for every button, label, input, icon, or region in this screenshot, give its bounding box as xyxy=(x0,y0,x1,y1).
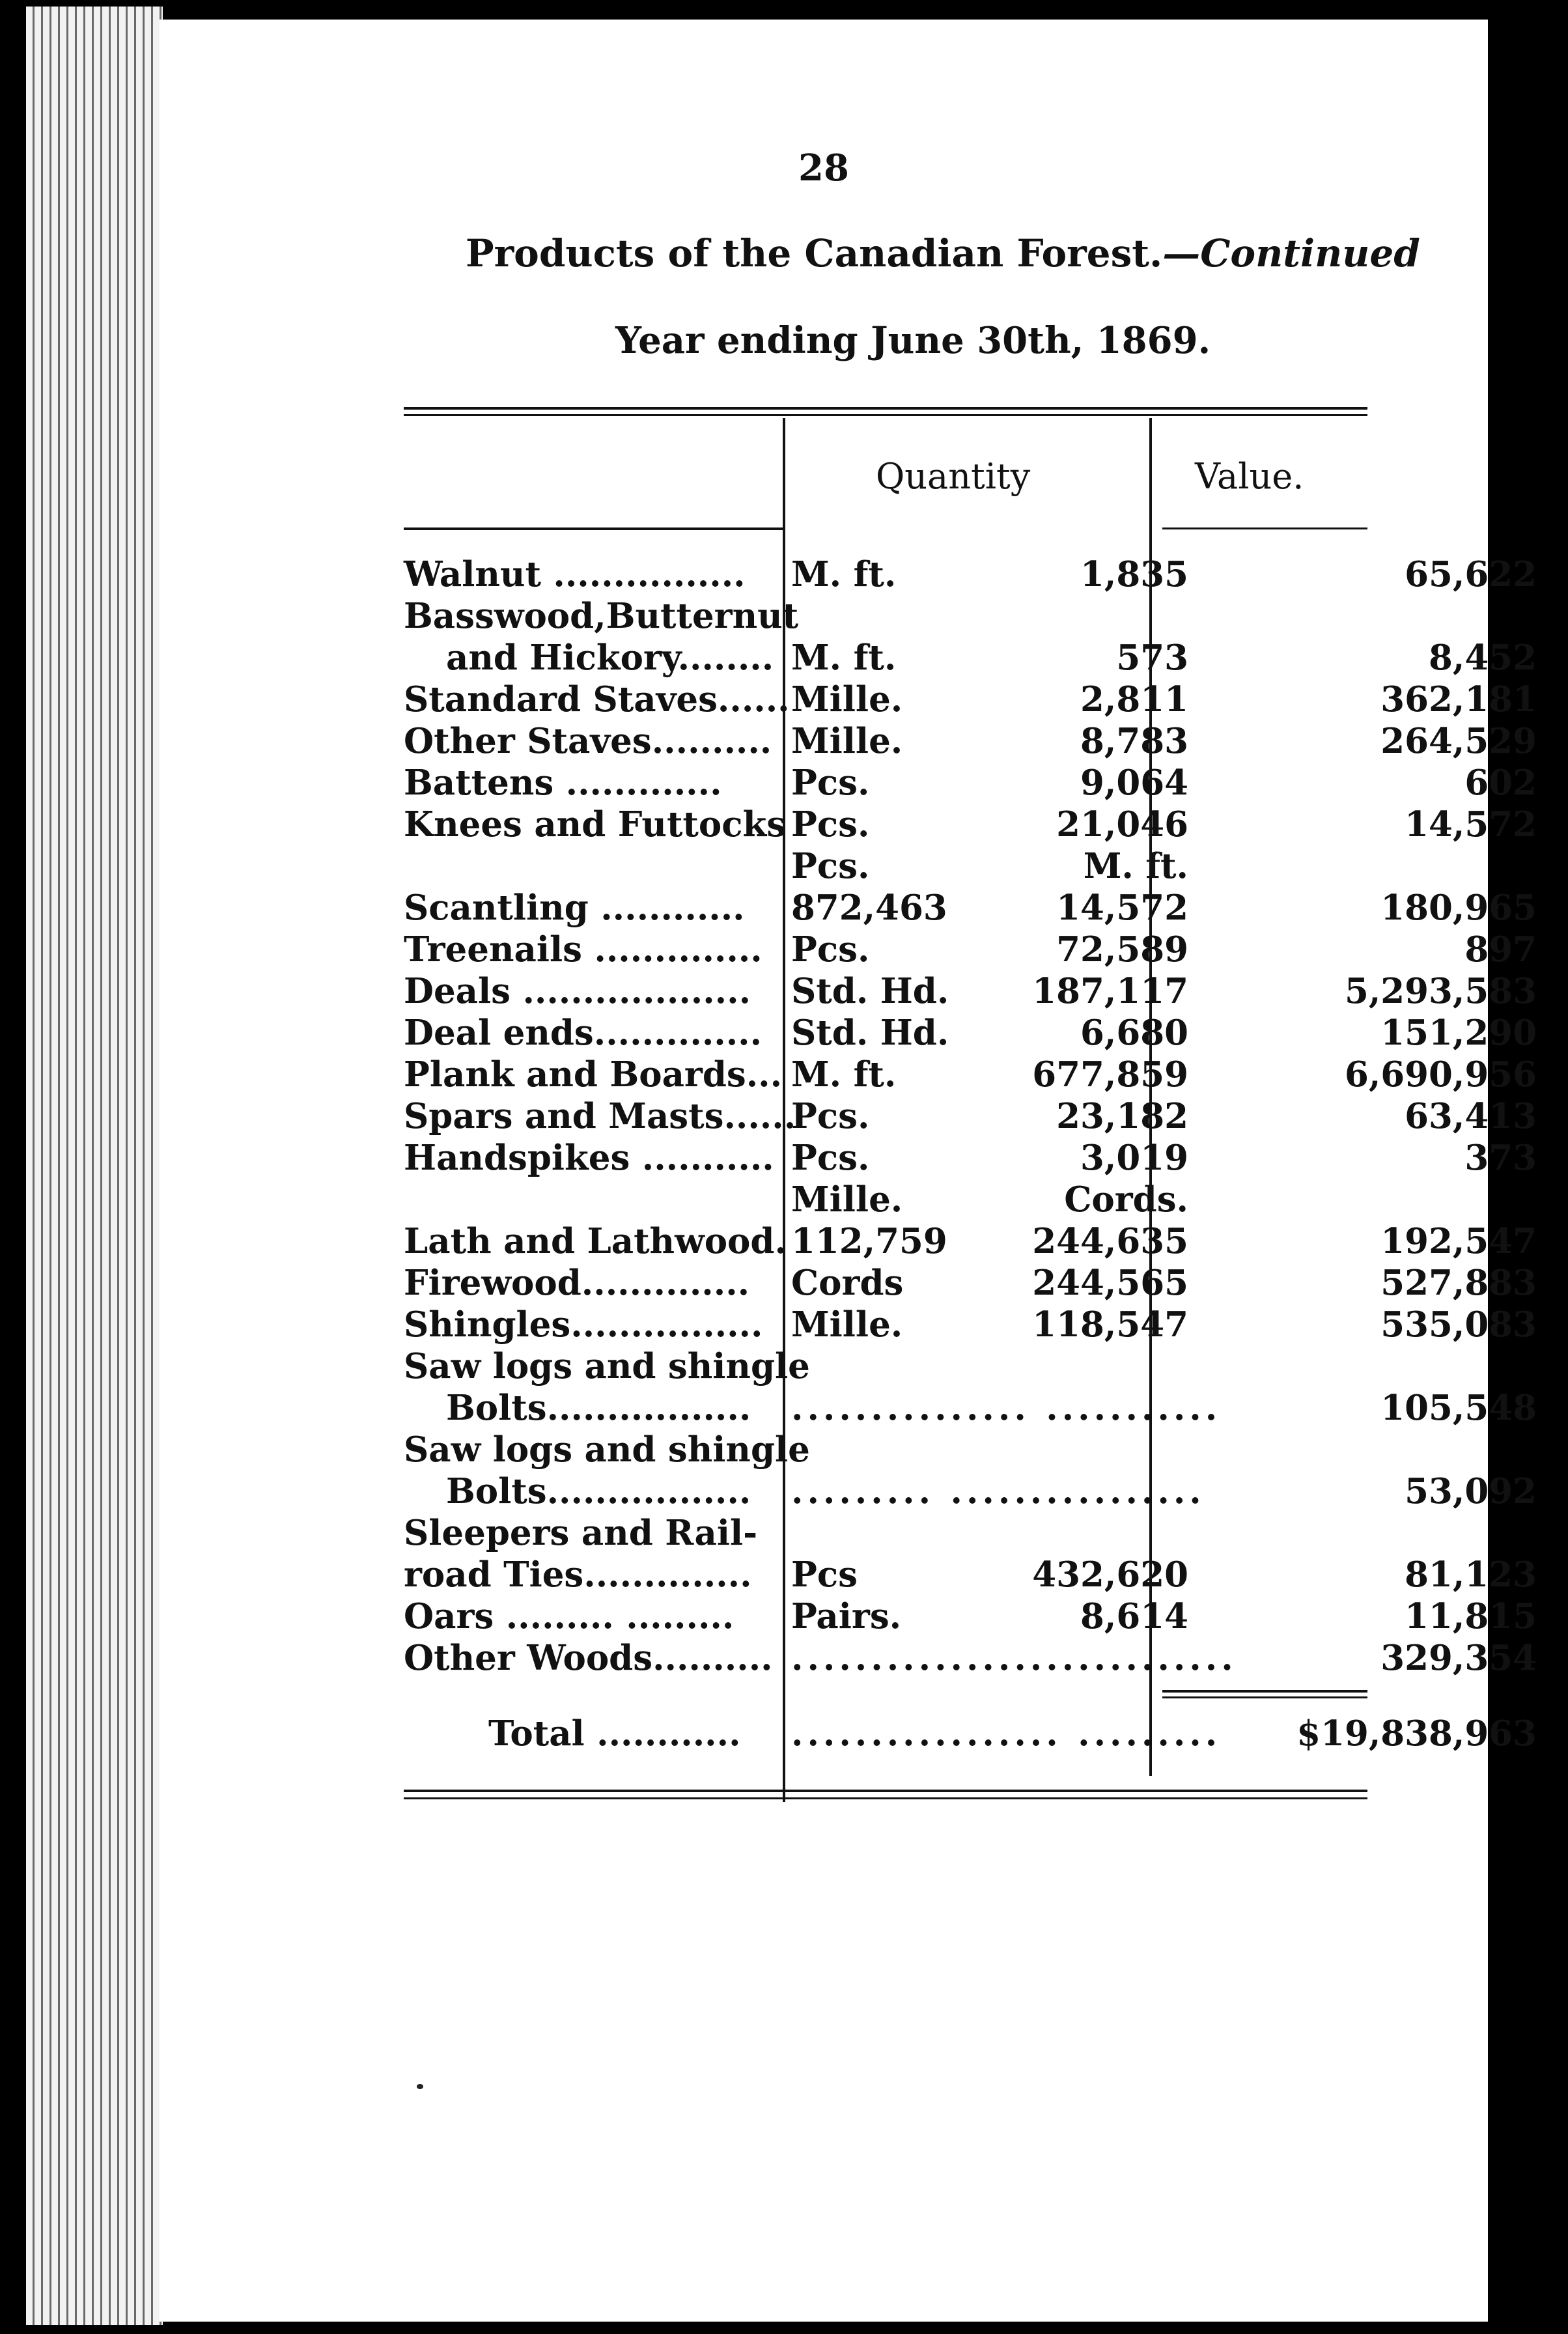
table-row xyxy=(404,554,1537,595)
header-rule xyxy=(404,527,783,530)
row-value: 8,452 xyxy=(1429,638,1537,678)
row-label: Bolts................. xyxy=(446,1388,751,1428)
row-value: 14,572 xyxy=(1405,804,1537,845)
table-row xyxy=(404,679,1537,720)
row-unit: Pcs. xyxy=(791,804,870,845)
table-row xyxy=(404,762,1537,804)
row-label: Lath and Lathwood. xyxy=(404,1221,787,1261)
total-label: Total ............ xyxy=(488,1713,741,1754)
row-quantity: Cords. xyxy=(1064,1179,1188,1220)
row-value: 897 xyxy=(1464,929,1537,970)
row-label: road Ties.............. xyxy=(404,1554,752,1595)
row-quantity: 23,182 xyxy=(1056,1096,1188,1136)
row-label: Sleepers and Rail- xyxy=(404,1513,758,1553)
table-row xyxy=(404,1054,1537,1095)
row-unit: Pcs. xyxy=(791,1138,870,1178)
page-title xyxy=(466,231,1420,275)
table-row xyxy=(404,1095,1537,1137)
row-value: 105,548 xyxy=(1380,1388,1537,1428)
top-rule-2 xyxy=(404,414,1367,416)
row-value: 264,529 xyxy=(1380,721,1537,761)
row-quantity: 677,859 xyxy=(1032,1054,1188,1095)
table-row xyxy=(404,1262,1537,1304)
title-continued: —Continued xyxy=(1162,231,1420,275)
table-row xyxy=(404,887,1537,929)
table-row xyxy=(404,1596,1537,1637)
row-unit: Pcs. xyxy=(791,929,870,970)
row-leader-dots: ......... ................ xyxy=(791,1471,1205,1511)
table-row xyxy=(404,1137,1537,1179)
row-unit: Pcs. xyxy=(791,846,870,886)
table-row xyxy=(404,929,1537,970)
row-label: Saw logs and shingle xyxy=(404,1429,810,1470)
row-label: Deal ends.............. xyxy=(404,1013,763,1053)
row-label: Spars and Masts...... xyxy=(404,1096,796,1136)
row-quantity: 8,783 xyxy=(1080,721,1188,761)
row-value: 527,883 xyxy=(1380,1263,1537,1303)
table-row xyxy=(404,1179,1537,1220)
row-quantity: 21,046 xyxy=(1056,804,1188,845)
table-row xyxy=(404,1470,1537,1512)
row-label: Firewood.............. xyxy=(404,1263,750,1303)
row-label: Scantling ............ xyxy=(404,888,745,928)
row-unit: M. ft. xyxy=(791,554,897,595)
total-leader-dots: ................. ......... xyxy=(791,1713,1222,1754)
row-unit: Mille. xyxy=(791,1304,903,1345)
row-value: 362,181 xyxy=(1380,679,1537,720)
table-row xyxy=(404,1220,1537,1262)
row-unit: Pcs. xyxy=(791,1096,870,1136)
row-unit: M. ft. xyxy=(791,638,897,678)
row-unit: Std. Hd. xyxy=(791,971,949,1011)
row-quantity: 573 xyxy=(1116,638,1188,678)
row-label: Oars ......... ......... xyxy=(404,1596,735,1637)
total-value: $19,838,963 xyxy=(1296,1713,1537,1754)
total-rule xyxy=(1162,1690,1367,1693)
row-quantity: 118,547 xyxy=(1032,1304,1188,1345)
bottom-rule-2 xyxy=(404,1797,1367,1799)
page-subtitle: Year ending June 30th, 1869. xyxy=(615,319,1211,362)
row-value: 329,354 xyxy=(1380,1638,1537,1678)
row-quantity: 72,589 xyxy=(1056,929,1188,970)
row-unit: Pcs. xyxy=(791,763,870,803)
table-row xyxy=(404,845,1537,887)
row-label: Other Staves.......... xyxy=(404,721,772,761)
table-row xyxy=(404,804,1537,845)
row-unit: Pcs xyxy=(791,1554,858,1595)
row-value: 11,815 xyxy=(1405,1596,1537,1637)
row-unit: Std. Hd. xyxy=(791,1013,949,1053)
page-number: 28 xyxy=(798,147,849,190)
row-quantity: 6,680 xyxy=(1080,1013,1188,1053)
row-unit: 872,463 xyxy=(791,888,947,928)
row-unit: Mille. xyxy=(791,1179,903,1220)
table-row xyxy=(404,1554,1537,1596)
row-value: 63,413 xyxy=(1405,1096,1537,1136)
row-quantity: 432,620 xyxy=(1032,1554,1188,1595)
row-quantity: 244,565 xyxy=(1032,1263,1188,1303)
row-quantity: 187,117 xyxy=(1032,971,1188,1011)
table-row xyxy=(404,1345,1537,1387)
row-label: Knees and Futtocks xyxy=(404,804,787,845)
table-row xyxy=(404,1512,1537,1554)
row-label: Plank and Boards... xyxy=(404,1054,783,1095)
row-quantity: 3,019 xyxy=(1080,1138,1188,1178)
table-row xyxy=(404,1304,1537,1345)
row-value: 65,622 xyxy=(1405,554,1537,595)
total-row xyxy=(404,1713,1537,1754)
table-row xyxy=(404,637,1537,679)
header-rule-2 xyxy=(1162,527,1367,529)
row-value: 535,083 xyxy=(1380,1304,1537,1345)
row-unit: 112,759 xyxy=(791,1221,947,1261)
table-row xyxy=(404,1387,1537,1429)
book-page-edges xyxy=(26,7,163,2325)
row-label: Battens ............. xyxy=(404,763,722,803)
row-value: 180,965 xyxy=(1380,888,1537,928)
row-label: Basswood,Butternut xyxy=(404,596,799,636)
row-unit: Mille. xyxy=(791,721,903,761)
top-rule xyxy=(404,407,1367,410)
row-label: Shingles................ xyxy=(404,1304,763,1345)
row-label: Standard Staves...... xyxy=(404,679,790,720)
book-page xyxy=(160,20,1537,2322)
table-row xyxy=(404,720,1537,762)
row-label: Other Woods.......... xyxy=(404,1638,773,1678)
row-value: 5,293,583 xyxy=(1344,971,1537,1011)
row-quantity: 2,811 xyxy=(1080,679,1188,720)
row-value: 602 xyxy=(1464,763,1537,803)
ink-speck xyxy=(417,2084,423,2089)
row-quantity: 1,835 xyxy=(1080,554,1188,595)
table-row xyxy=(404,595,1537,637)
row-label: Handspikes ........... xyxy=(404,1138,774,1178)
row-quantity: M. ft. xyxy=(1083,846,1188,886)
row-value: 151,290 xyxy=(1380,1013,1537,1053)
row-label: Deals ................... xyxy=(404,971,751,1011)
header-value: Value. xyxy=(1195,456,1304,497)
row-leader-dots: ............... ........... xyxy=(791,1388,1222,1428)
row-quantity: 14,572 xyxy=(1056,888,1188,928)
row-value: 81,123 xyxy=(1405,1554,1537,1595)
row-label: Bolts................. xyxy=(446,1471,751,1511)
row-unit: Mille. xyxy=(791,679,903,720)
row-unit: M. ft. xyxy=(791,1054,897,1095)
row-value: 373 xyxy=(1464,1138,1537,1178)
row-quantity: 244,635 xyxy=(1032,1221,1188,1261)
row-label: Saw logs and shingle xyxy=(404,1346,810,1386)
table-row xyxy=(404,970,1537,1012)
row-quantity: 9,064 xyxy=(1080,763,1188,803)
total-rule-2 xyxy=(1162,1696,1367,1698)
row-label: and Hickory........ xyxy=(446,638,774,678)
title-text: Products of the Canadian Forest. xyxy=(466,231,1163,275)
row-value: 6,690,956 xyxy=(1344,1054,1537,1095)
bottom-rule xyxy=(404,1790,1367,1792)
table-row xyxy=(404,1429,1537,1470)
row-unit: Cords xyxy=(791,1263,904,1303)
row-label: Treenails .............. xyxy=(404,929,763,970)
row-quantity: 8,614 xyxy=(1080,1596,1188,1637)
row-value: 53,092 xyxy=(1405,1471,1537,1511)
row-unit: Pairs. xyxy=(791,1596,902,1637)
row-value: 192,547 xyxy=(1380,1221,1537,1261)
table-row xyxy=(404,1012,1537,1054)
row-label: Walnut ................ xyxy=(404,554,746,595)
header-quantity: Quantity xyxy=(876,456,1031,497)
table-row xyxy=(404,1637,1537,1679)
row-leader-dots: ............................ xyxy=(791,1638,1237,1678)
